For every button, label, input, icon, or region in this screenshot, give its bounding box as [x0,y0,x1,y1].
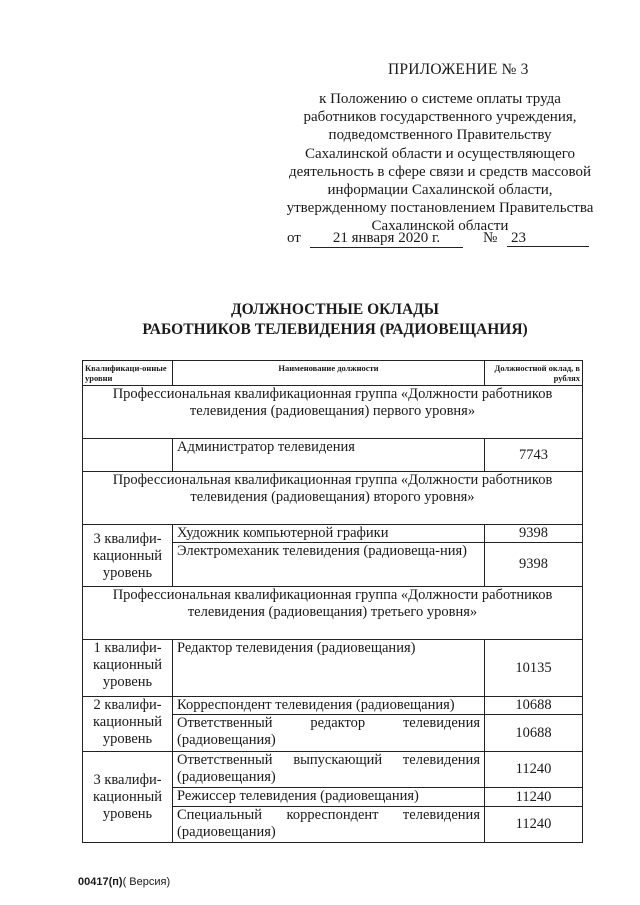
regulation-reference [272,90,608,236]
regulation-line: работников государственного учреждения, [303,109,577,126]
level-cell: 3 квалифи-кационный уровень [83,525,173,587]
group-row [83,472,583,525]
regulation-line: подведомственного Правительству [328,127,552,144]
table-row [83,697,583,715]
document-version: ( Версия) [122,876,171,888]
position-cell: Администратор телевидения [173,439,485,472]
level-cell: 2 квалифи-кационный уровень [83,697,173,752]
document-number: 23 [507,230,589,247]
title-line-1: ДОЛЖНОСТНЫЕ ОКЛАДЫ [230,301,440,318]
footer-code [78,876,170,888]
group-heading-line: телевидения (радиовещания) третьего уровня» [187,604,478,620]
regulation-line: информации Сахалинской области, [327,182,553,199]
salary-cell: 10688 [485,715,583,752]
regulation-line: утвержденному постановлением Правительства [286,200,594,217]
level-cell: 1 квалифи-кационный уровень [83,640,173,697]
number-prefix: № [483,230,498,246]
position-cell: Электромеханик телевидения (радиовеща-ния) [173,543,485,587]
table-row [83,752,583,788]
document-code: 00417(п) [78,876,123,888]
position-cell: Ответственный редактор телевидения (радиовещания) [173,715,485,752]
salary-cell: 9398 [485,525,583,543]
salary-cell: 10135 [485,640,583,697]
date-prefix: от [287,230,301,246]
group-row [83,587,583,640]
salary-cell: 10688 [485,697,583,715]
level-cell: 3 квалифи-кационный уровень [83,752,173,843]
position-cell: Корреспондент телевидения (радиовещания) [173,697,485,715]
position-cell: Художник компьютерной графики [173,525,485,543]
regulation-line: Сахалинской области и осуществляющего [304,145,575,162]
header-salary: Должностной оклад, в рублях [485,361,583,386]
position-cell: Ответственный выпускающий телевидения (радиовещания) [173,752,485,788]
group-row [83,386,583,439]
date-line [287,230,592,250]
group-heading-line: Профессиональная квалификационная группа «Должности работников [112,472,553,488]
position-cell: Редактор телевидения (радиовещания) [173,640,485,697]
level-cell [83,439,173,472]
group-heading [83,472,583,525]
table-row [83,439,583,472]
position-cell: Режиссер телевидения (радиовещания) [173,788,485,807]
position-cell: Специальный корреспондент телевидения (радиовещания) [173,807,485,843]
title-line-2: РАБОТНИКОВ ТЕЛЕВИДЕНИЯ (РАДИОВЕЩАНИЯ) [142,321,528,338]
header-position: Наименование должности [173,361,485,386]
group-heading-line: Профессиональная квалификационная группа «Должности работников [112,587,553,603]
group-heading-line: телевидения (радиовещания) второго уровня» [190,489,475,505]
group-heading [83,386,583,439]
appendix-label: ПРИЛОЖЕНИЕ № 3 [388,61,529,78]
document-title [110,300,560,340]
table-header-row [83,361,583,386]
salary-cell: 9398 [485,543,583,587]
document-date: 21 января 2020 г. [310,230,463,248]
table-row [83,525,583,543]
regulation-line: к Положению о системе оплаты труда [319,91,561,107]
salary-cell: 7743 [485,439,583,472]
salary-table [82,360,583,843]
group-heading-line: телевидения (радиовещания) первого уровня» [189,403,476,419]
salary-cell: 11240 [485,807,583,843]
group-heading-line: Профессиональная квалификационная группа «Должности работников [112,386,553,402]
salary-cell: 11240 [485,788,583,807]
regulation-line: деятельность в сфере связи и средств массовой [289,163,591,180]
table-row [83,640,583,697]
salary-cell: 11240 [485,752,583,788]
group-heading [83,587,583,640]
regulation-line: Сахалинской области [371,218,509,235]
header-level: Квалификаци-онные уровни [83,361,173,386]
